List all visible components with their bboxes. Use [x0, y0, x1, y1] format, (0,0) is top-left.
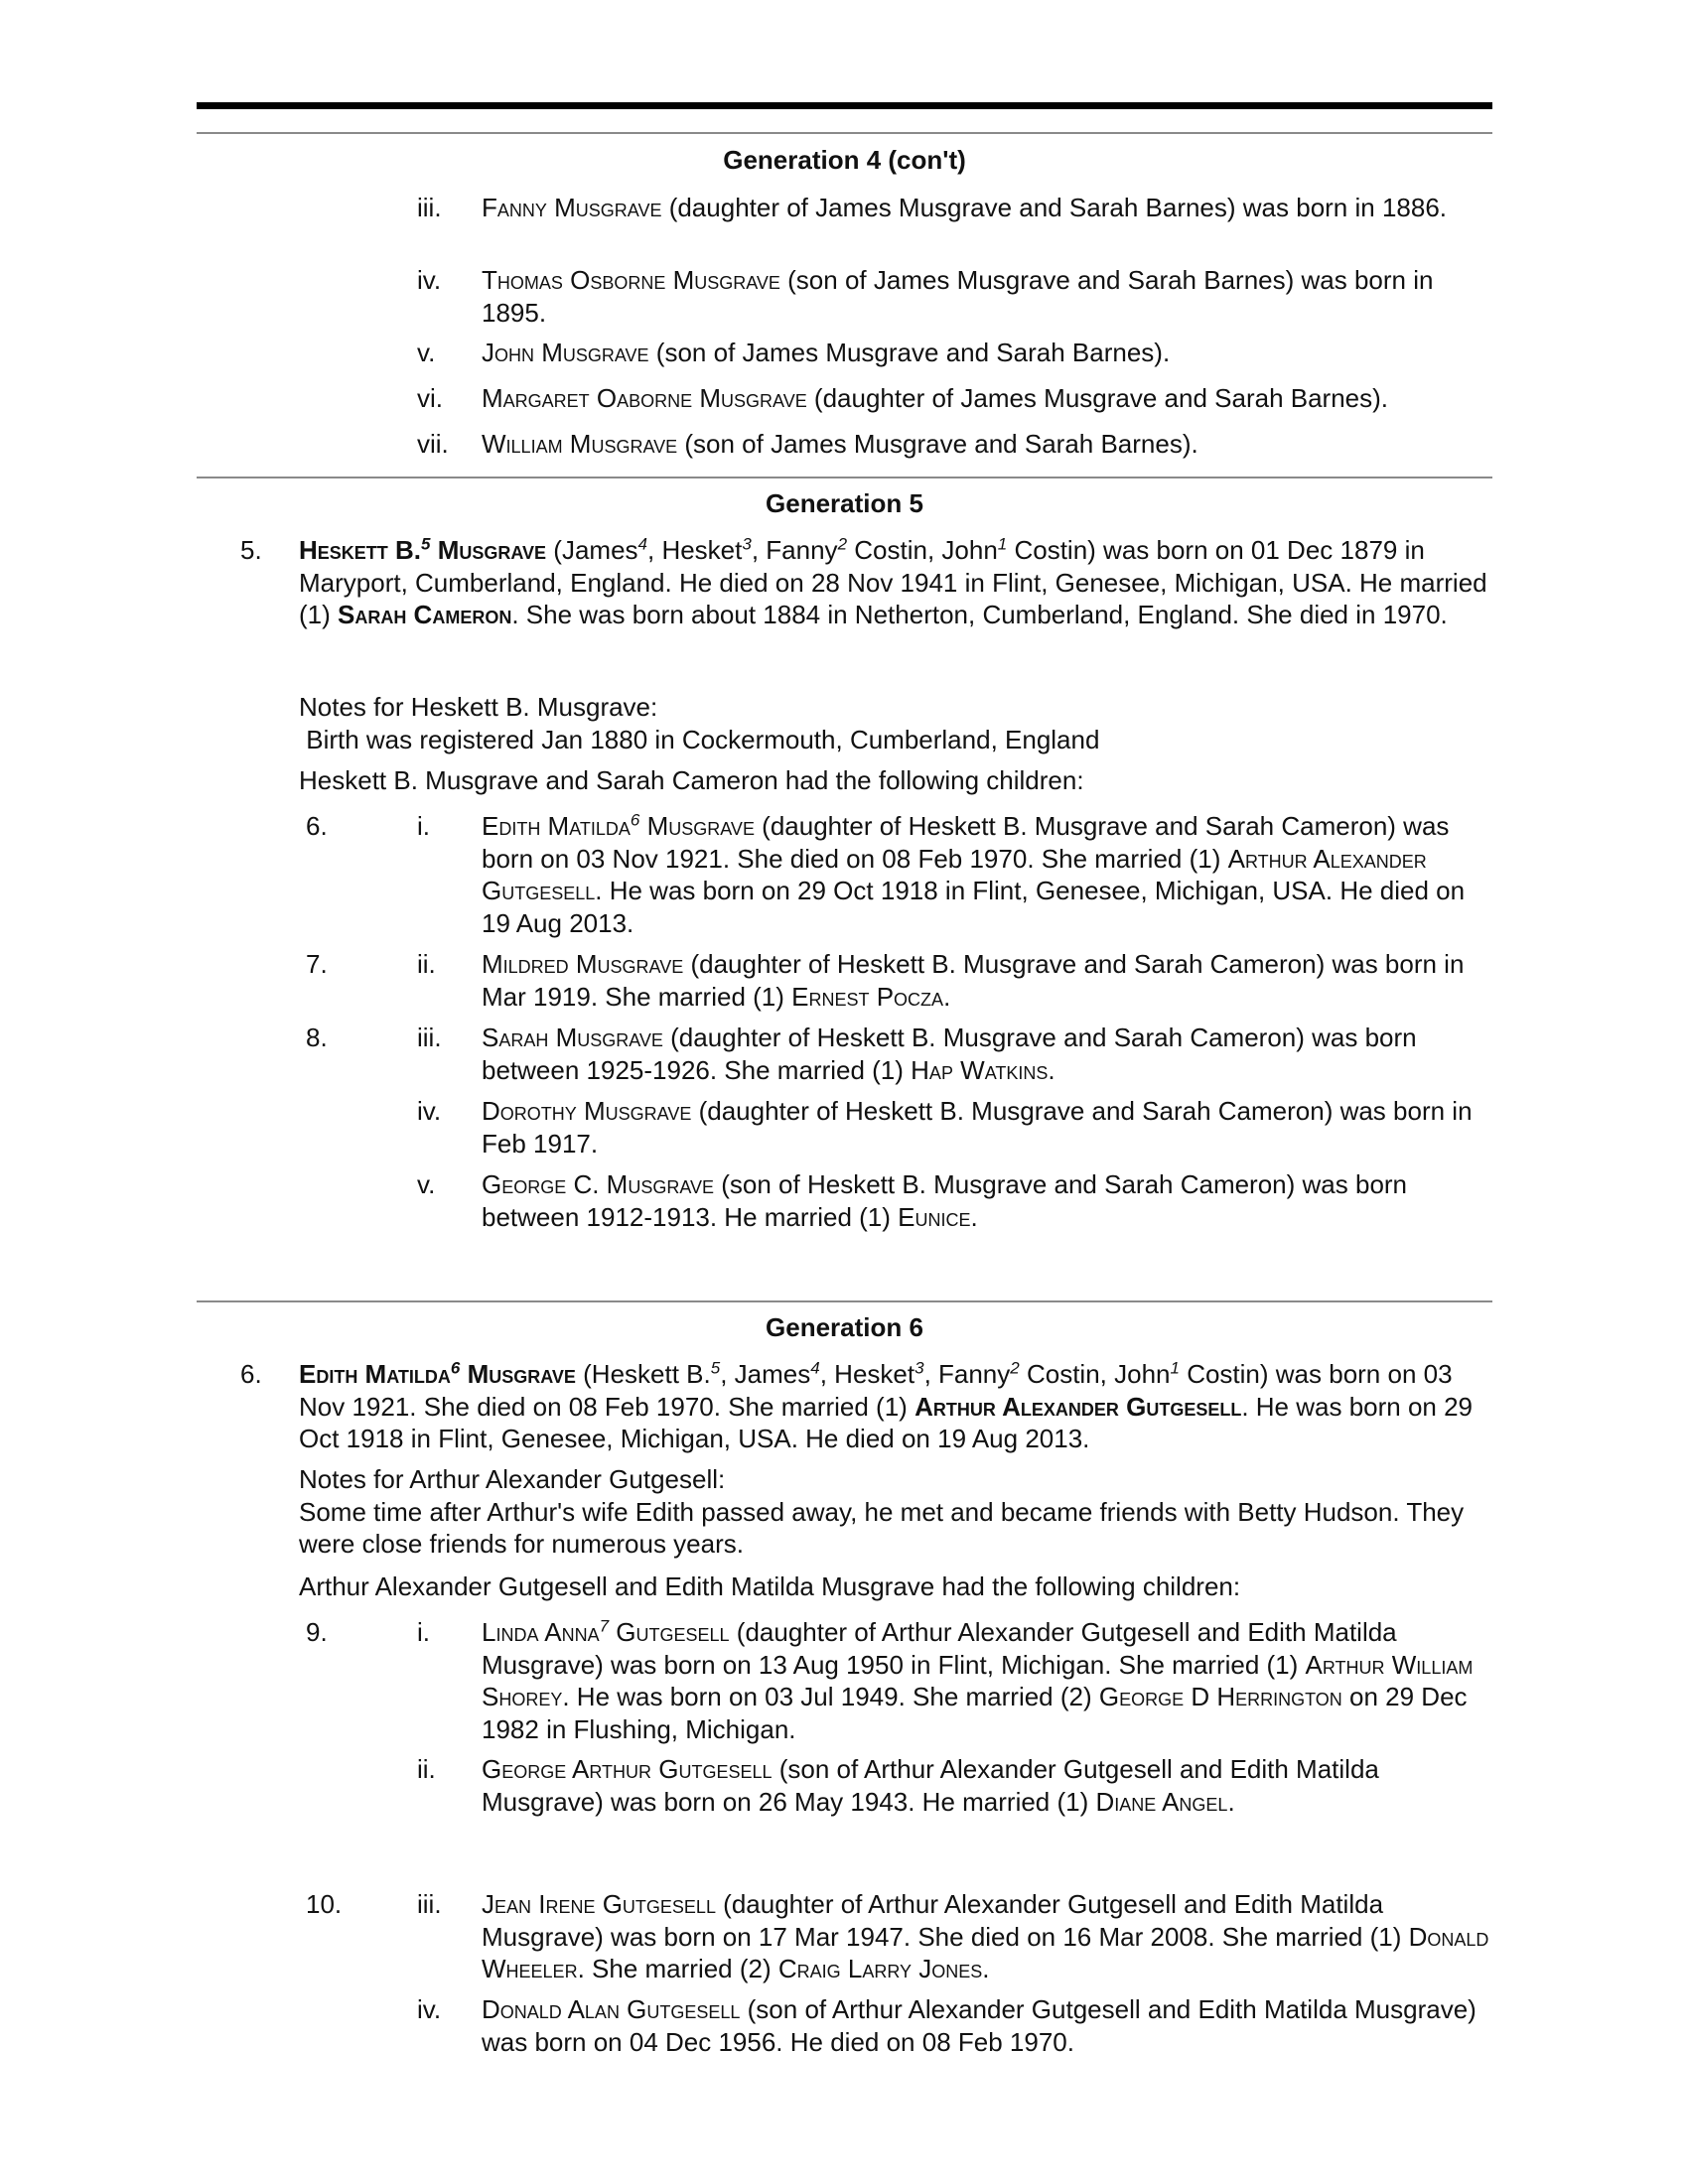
person-name: Edith Matilda$^6$ Musgrave: [299, 1358, 576, 1389]
child-roman: v.: [417, 338, 436, 367]
gen4-divider: [197, 132, 1492, 134]
child-roman: ii.: [417, 949, 436, 979]
spouse-name: Sarah Cameron: [338, 600, 512, 629]
child-text: George Arthur Gutgesell (son of Arthur Alexander Gutgesell and Edith Matilda Musgrave) was born on 26 May 1943. He married (1) Diane Angel.: [482, 1754, 1379, 1817]
gen5-heading: Generation 5: [766, 488, 923, 518]
gen6-children-intro: Arthur Alexander Gutgesell and Edith Matilda Musgrave had the following children:: [299, 1571, 1241, 1601]
child-text: Thomas Osborne Musgrave (son of James Musgrave and Sarah Barnes) was born in 1895.: [482, 265, 1434, 328]
person-name: Heskett B.$^5$ Musgrave: [299, 534, 547, 565]
child-name: William Musgrave: [482, 429, 678, 459]
child-roman: iii.: [417, 193, 442, 222]
child-number: 9.: [306, 1617, 328, 1647]
notes-text: Birth was registered Jan 1880 in Cockermouth, Cumberland, England: [299, 724, 1100, 754]
gen5-notes: [299, 691, 1495, 755]
child-text: Fanny Musgrave (daughter of James Musgrave and Sarah Barnes) was born in 1886.: [482, 193, 1448, 222]
child-roman: iv.: [417, 1096, 442, 1126]
child-name: George C. Musgrave: [482, 1169, 715, 1199]
person-number: 5.: [240, 535, 262, 565]
child-name: Sarah Musgrave: [482, 1023, 663, 1052]
top-thick-rule: [197, 102, 1492, 109]
gen4-heading: Generation 4 (con't): [723, 145, 966, 175]
notes-title: Notes for Heskett B. Musgrave:: [299, 692, 658, 722]
child-text: John Musgrave (son of James Musgrave and Sarah Barnes).: [482, 338, 1171, 367]
child-number: 8.: [306, 1023, 328, 1052]
child-text: Mildred Musgrave (daughter of Heskett B. Musgrave and Sarah Cameron) was born in Mar 1919. She married (1) Ernest Pocza.: [482, 949, 1465, 1012]
gen5-children-intro: Heskett B. Musgrave and Sarah Cameron had the following children:: [299, 765, 1084, 795]
child-number: 6.: [306, 811, 328, 841]
child-name: Mildred Musgrave: [482, 949, 684, 979]
child-name: Linda Anna$^7$ Gutgesell: [482, 1616, 730, 1647]
person-number: 6.: [240, 1359, 262, 1389]
child-number: 10.: [306, 1889, 343, 1919]
spouse-name: Hap Watkins: [911, 1054, 1049, 1085]
person-text: Heskett B.$^5$ Musgrave (James$^4$, Hesket$^3$, Fanny$^2$ Costin, John$^1$ Costin) was born on 01 Dec 1879 in Maryport, Cumberland, England. He died on 28 Nov 1941 in Flint, Genesee, Michigan, USA. He married (1) Sarah Cameron. She was born about 1884 in Netherton, Cumberland, England. She died in 1970.: [299, 534, 1487, 629]
child-name: Thomas Osborne Musgrave: [482, 265, 780, 295]
spouse-name: Arthur William Shorey: [482, 1649, 1474, 1711]
child-name: Edith Matilda$^6$ Musgrave: [482, 810, 755, 841]
gen6-divider: [197, 1300, 1492, 1302]
child-text: Donald Alan Gutgesell (son of Arthur Alexander Gutgesell and Edith Matilda Musgrave) was born on 04 Dec 1956. He died on 08 Feb 1970.: [482, 1994, 1477, 2057]
child-name: Dorothy Musgrave: [482, 1096, 692, 1126]
gen6-heading: Generation 6: [766, 1312, 923, 1342]
child-roman: vi.: [417, 383, 443, 413]
spouse-name: Craig Larry Jones: [777, 1954, 983, 1983]
child-text: Jean Irene Gutgesell (daughter of Arthur Alexander Gutgesell and Edith Matilda Musgrave) was born on 17 Mar 1947. She died on 16 Mar 2008. She married (1) Donald Wheeler. She married (2) Craig Larry Jones.: [482, 1889, 1489, 1983]
child-text: Sarah Musgrave (daughter of Heskett B. Musgrave and Sarah Cameron) was born between 1925-1926. She married (1) Hap Watkins.: [482, 1023, 1417, 1085]
child-name: Margaret Oaborne Musgrave: [482, 383, 807, 413]
spouse-name: George D Herrington: [1098, 1682, 1342, 1711]
child-text: William Musgrave (son of James Musgrave and Sarah Barnes).: [482, 429, 1198, 459]
child-roman: iii.: [417, 1889, 442, 1919]
spouse-name: Diane Angel: [1095, 1786, 1228, 1817]
child-text: Dorothy Musgrave (daughter of Heskett B. Musgrave and Sarah Cameron) was born in Feb 1917.: [482, 1096, 1473, 1159]
spouse-name: Ernest Pocza: [791, 981, 944, 1012]
child-number: 7.: [306, 949, 328, 979]
child-name: John Musgrave: [482, 338, 649, 367]
gen6-notes: [299, 1463, 1495, 1561]
notes-title: Notes for Arthur Alexander Gutgesell:: [299, 1464, 726, 1494]
child-name: Jean Irene Gutgesell: [482, 1889, 716, 1919]
spouse-name: Arthur Alexander Gutgesell: [914, 1391, 1242, 1422]
child-roman: v.: [417, 1169, 436, 1199]
child-text: Margaret Oaborne Musgrave (daughter of James Musgrave and Sarah Barnes).: [482, 383, 1389, 413]
child-roman: i.: [417, 811, 430, 841]
notes-text: Some time after Arthur's wife Edith passed away, he met and became friends with Betty Hudson. They were close friends for numerous years.: [299, 1496, 1465, 1559]
child-roman: iii.: [417, 1023, 442, 1052]
child-roman: iv.: [417, 265, 442, 295]
child-name: George Arthur Gutgesell: [482, 1754, 773, 1784]
spouse-name: Donald Wheeler: [482, 1921, 1489, 1983]
child-roman: iv.: [417, 1994, 442, 2024]
spouse-name: Arthur Alexander Gutgesell: [482, 843, 1427, 905]
child-roman: ii.: [417, 1754, 436, 1784]
child-name: Fanny Musgrave: [482, 193, 662, 222]
gen5-divider: [197, 477, 1492, 478]
child-roman: i.: [417, 1617, 430, 1647]
child-text: Linda Anna$^7$ Gutgesell (daughter of Arthur Alexander Gutgesell and Edith Matilda Musgrave) was born on 13 Aug 1950 in Flint, Michigan. She married (1) Arthur William Shorey. He was born on 03 Jul 1949. She married (2) George D Herrington on 29 Dec 1982 in Flushing, Michigan.: [482, 1616, 1474, 1744]
person-text: Edith Matilda$^6$ Musgrave (Heskett B.$^5$, James$^4$, Hesket$^3$, Fanny$^2$ Costin, John$^1$ Costin) was born on 03 Nov 1921. She died on 08 Feb 1970. She married (1) Arthur Alexander Gutgesell. He was born on 29 Oct 1918 in Flint, Genesee, Michigan, USA. He died on 19 Aug 2013.: [299, 1358, 1474, 1453]
spouse-name: Eunice: [898, 1201, 971, 1232]
child-text: George C. Musgrave (son of Heskett B. Musgrave and Sarah Cameron) was born between 1912-1913. He married (1) Eunice.: [482, 1169, 1408, 1232]
child-name: Donald Alan Gutgesell: [482, 1994, 741, 2024]
child-roman: vii.: [417, 429, 449, 459]
child-text: Edith Matilda$^6$ Musgrave (daughter of Heskett B. Musgrave and Sarah Cameron) was born on 03 Nov 1921. She died on 08 Feb 1970. She married (1) Arthur Alexander Gutgesell. He was born on 29 Oct 1918 in Flint, Genesee, Michigan, USA. He died on 19 Aug 2013.: [482, 810, 1466, 938]
